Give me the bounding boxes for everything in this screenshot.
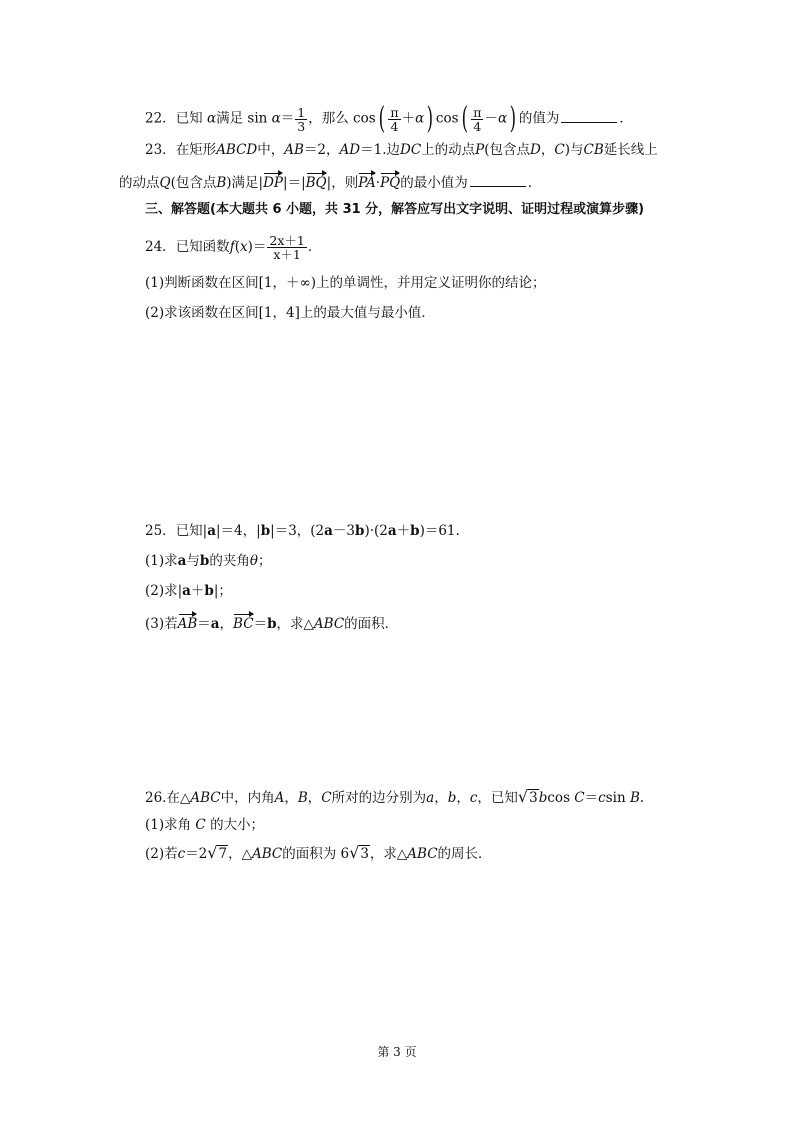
sqrt-sign: √ bbox=[349, 843, 360, 862]
left-paren: ( bbox=[378, 101, 385, 136]
fraction-pi-over-4: $\frac{\pi}{4}$ bbox=[473, 104, 482, 134]
question-26-part-1: (1)求角 C 的大小； bbox=[145, 817, 265, 833]
section-heading: 三、解答题(本大题共 6 小题，共 31 分，解答应写出文字说明、证明过程或演算步骤) bbox=[145, 202, 645, 217]
vector-PQ: PQ bbox=[380, 175, 401, 191]
question-25-part-2: (2)求|a＋b|； bbox=[145, 583, 232, 599]
page-number: 第 3 页 bbox=[377, 1045, 417, 1059]
question-24: 24．已知函数f(x)＝ $\frac{2x+1}{x+1}$ ． bbox=[145, 233, 322, 262]
answer-blank[interactable] bbox=[470, 172, 526, 187]
question-23: 23．在矩形ABCD中，AB＝2，AD＝1.边DC上的动点P(包含点D，C)与CB延长线上 bbox=[145, 142, 658, 158]
left-paren: ( bbox=[461, 101, 468, 136]
fraction-function: $\frac{2x+1}{x+1}$ bbox=[269, 233, 305, 262]
vector-AB: AB bbox=[177, 616, 198, 632]
question-25-part-1: (1)求a与b的夹角θ； bbox=[145, 553, 272, 569]
question-25: 25．已知|a|＝4，|b|＝3，(2a－3b)·(2a＋b)＝61. bbox=[145, 523, 460, 539]
vector-BC: BC bbox=[233, 616, 254, 632]
vector-PA: PA bbox=[358, 175, 376, 191]
fraction-one-third: $\frac{1}{3}$ bbox=[297, 104, 306, 134]
question-26: 26.在△ABC中，内角A，B，C所对的边分别为a，b，c，已知√3bcos C＝csin B. bbox=[145, 787, 645, 806]
right-paren: ) bbox=[426, 101, 434, 136]
question-25-part-3: (3)若AB＝a，BC＝b，求△ABC的面积． bbox=[145, 616, 399, 632]
fraction-pi-over-4: $\frac{\pi}{4}$ bbox=[390, 104, 399, 134]
sqrt-sign: √ bbox=[517, 787, 529, 806]
question-26-part-2: (2)若c＝2√7，△ABC的面积为 6√3，求△ABC的周长． bbox=[145, 843, 492, 862]
question-22: 22．已知 α满足 sin α＝ $\frac{1}{3}$ ，那么 cos( $\frac{\pi}{4}$ ＋α) cos( $\frac{\pi}{4}$ －α) 的值为 ． bbox=[145, 101, 633, 136]
question-24-part-2: (2)求该函数在区间[1，4]上的最大值与最小值． bbox=[145, 305, 435, 321]
question-23-continued: 的动点Q(包含点B)满足|DP|＝|BQ|，则PA·PQ的最小值为 ． bbox=[119, 172, 541, 193]
answer-blank[interactable] bbox=[561, 108, 617, 123]
sqrt-sign: √ bbox=[207, 843, 218, 862]
vector-BQ: BQ bbox=[305, 175, 327, 191]
question-24-part-1: (1)判断函数在区间[1，＋∞)上的单调性，并用定义证明你的结论； bbox=[145, 275, 546, 291]
right-paren: ) bbox=[509, 101, 517, 136]
vector-DP: DP bbox=[263, 175, 284, 191]
